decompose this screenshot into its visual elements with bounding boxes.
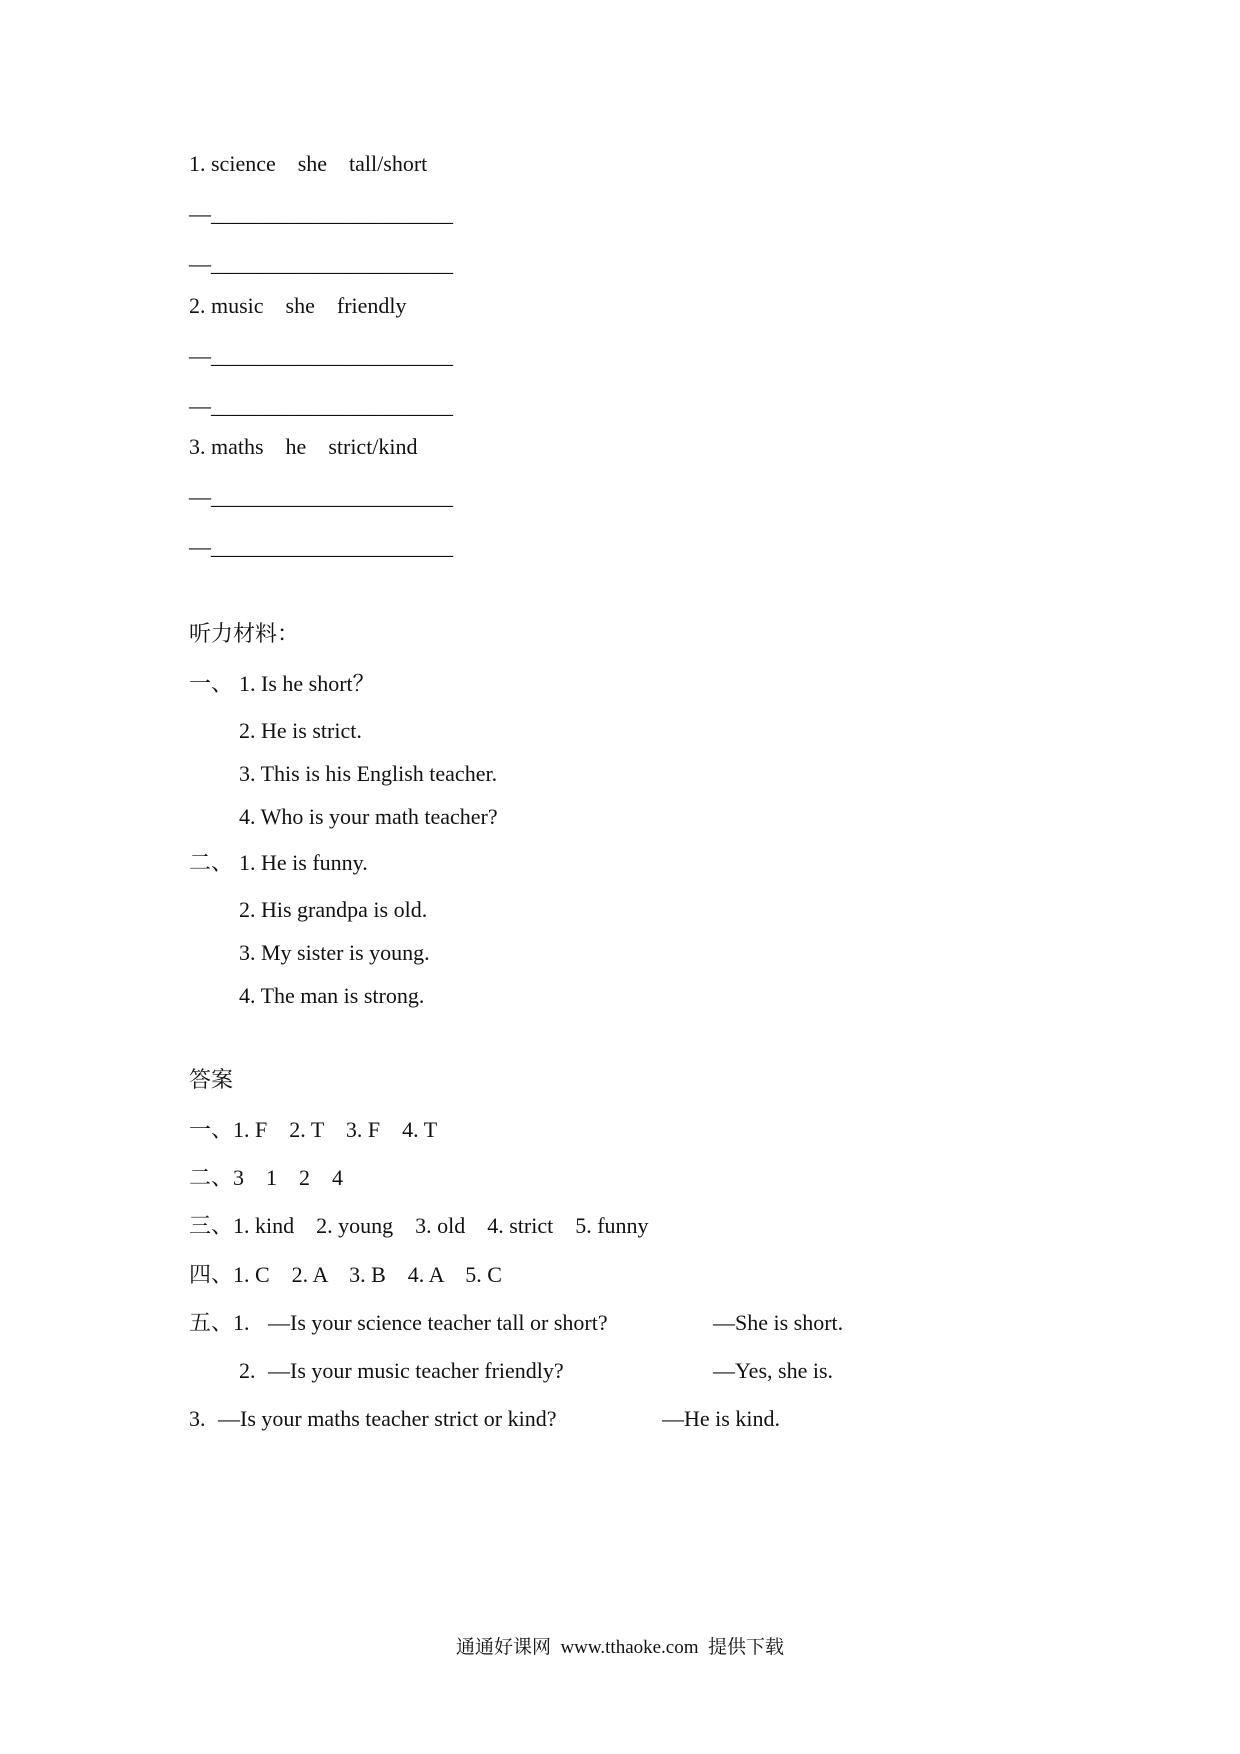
answer-5-1-label: 五、1. (189, 1310, 250, 1335)
listening-part2-label: 二、 (189, 850, 234, 875)
answer-row-1: 一、1. F 2. T 3. F 4. T (189, 1117, 438, 1142)
item-2-blank-2: —______________________ (189, 393, 453, 418)
answer-row-3: 三、1. kind 2. young 3. old 4. strict 5. funny (189, 1213, 649, 1238)
page-footer: 通通好课网 www.tthaoke.com 提供下载 (455, 1637, 785, 1658)
answer-row-2: 二、3 1 2 4 (189, 1165, 344, 1190)
listening-part2-line-2: 2. His grandpa is old. (239, 897, 428, 922)
item-2-blank-1: —______________________ (189, 343, 453, 368)
listening-part1-line-3: 3. This is his English teacher. (239, 761, 498, 786)
listening-part1-label: 一、 (189, 671, 234, 696)
item-3-prompt: 3. maths he strict/kind (189, 434, 418, 459)
listening-part2-line-4: 4. The man is strong. (239, 983, 425, 1008)
answers-heading: 答案 (189, 1067, 234, 1092)
answer-5-2-question: —Is your music teacher friendly? (268, 1358, 564, 1383)
item-1-blank-1: —______________________ (189, 201, 453, 226)
item-3-blank-2: —______________________ (189, 534, 453, 559)
answer-5-2-answer: —Yes, she is. (713, 1358, 834, 1383)
item-1-blank-2: —______________________ (189, 251, 453, 276)
listening-part2-line-1: 1. He is funny. (239, 850, 368, 875)
listening-heading: 听力材料： (189, 621, 300, 646)
answer-row-4: 四、1. C 2. A 3. B 4. A 5. C (189, 1262, 502, 1287)
answer-5-3-label: 3. (189, 1406, 206, 1431)
answer-5-3-question: —Is your maths teacher strict or kind? (218, 1406, 557, 1431)
item-3-blank-1: —______________________ (189, 484, 453, 509)
answer-5-1-answer: —She is short. (713, 1310, 844, 1335)
item-1-prompt: 1. science she tall/short (189, 151, 428, 176)
listening-part1-line-4: 4. Who is your math teacher? (239, 804, 498, 829)
answer-5-3-answer: —He is kind. (662, 1406, 780, 1431)
listening-part2-line-3: 3. My sister is young. (239, 940, 430, 965)
answer-5-1-question: —Is your science teacher tall or short? (268, 1310, 608, 1335)
listening-part1-line-2: 2. He is strict. (239, 718, 362, 743)
listening-part1-line-1: 1. Is he short？ (239, 671, 375, 696)
item-2-prompt: 2. music she friendly (189, 293, 407, 318)
answer-5-2-label: 2. (239, 1358, 256, 1383)
